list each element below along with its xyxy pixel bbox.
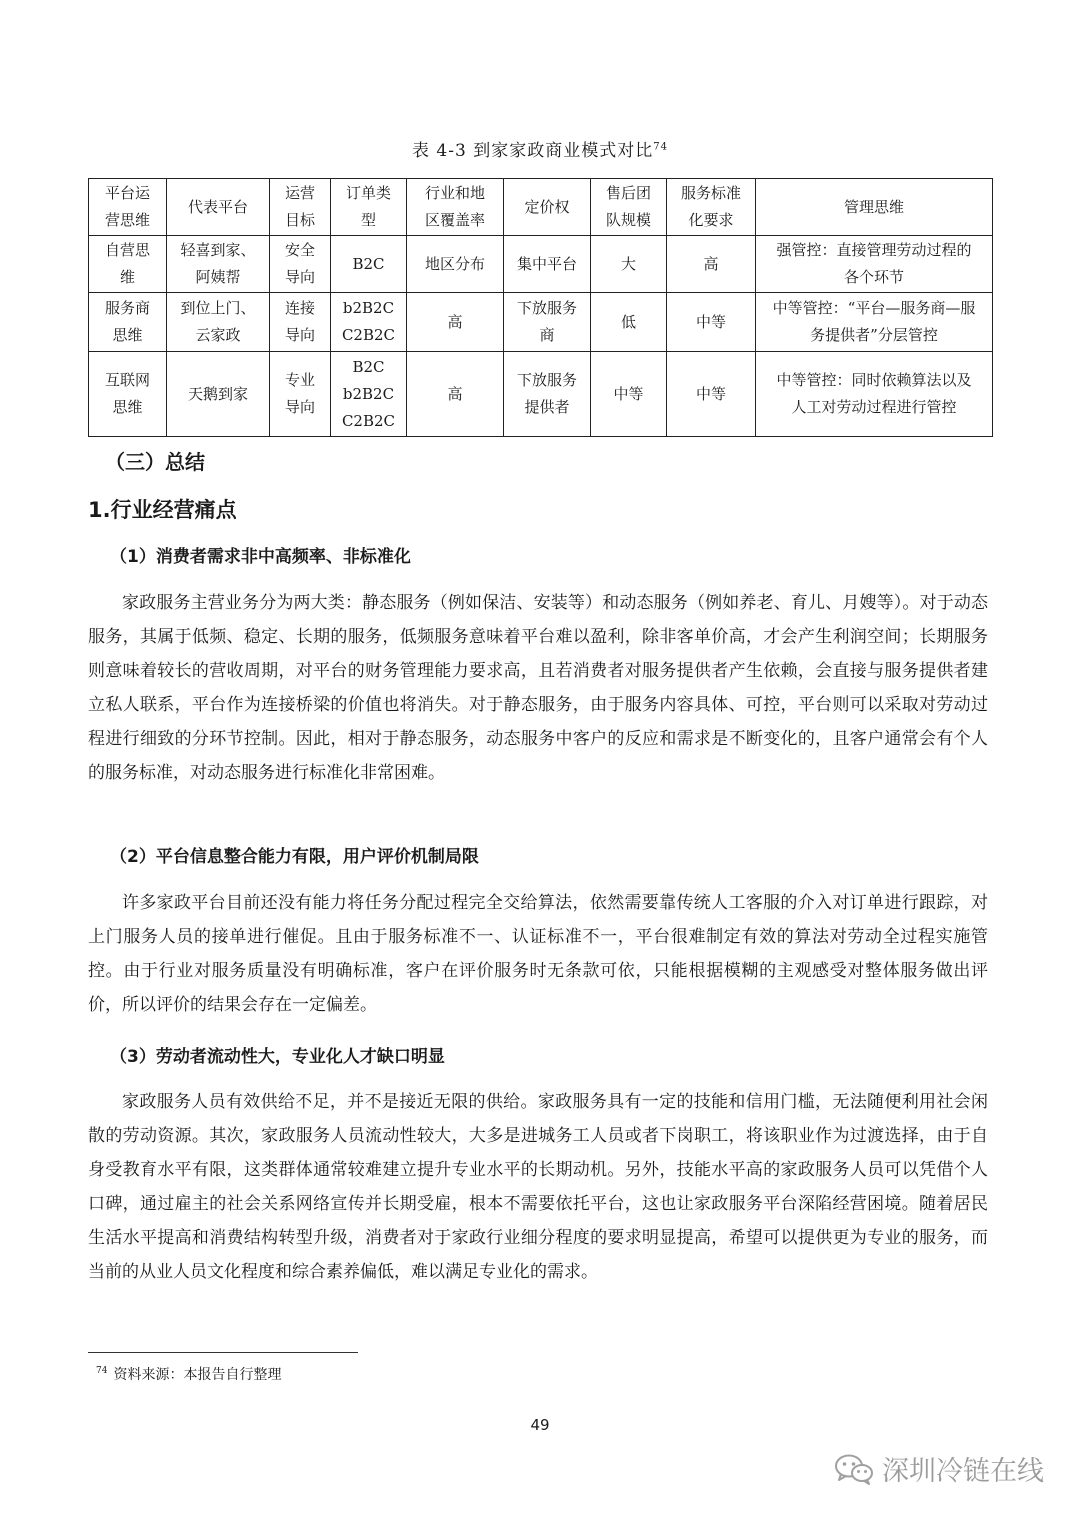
table-row [89, 352, 993, 437]
header-cell: 行业和地 区覆盖率 [407, 179, 504, 236]
main-heading: 1.行业经营痛点 [88, 498, 237, 522]
table-caption [0, 136, 1080, 161]
table-cell: B2C [331, 236, 407, 293]
subsection-heading-3: （3）劳动者流动性大，专业化人才缺口明显 [110, 1047, 445, 1067]
table-cell: 自营思 维 [89, 236, 167, 293]
watermark [834, 1449, 1044, 1488]
table-cell: 大 [591, 236, 667, 293]
watermark-text: 深圳冷链在线 [882, 1456, 1044, 1487]
table-cell: 高 [667, 236, 756, 293]
paragraph-2: 许多家政平台目前还没有能力将任务分配过程完全交给算法，依然需要靠传统人工客服的介入对订单进行跟踪，对上门服务人员的接单进行催促。且由于服务标准不一、认证标准不一，平台很难制定有效的算法对劳动全过程实施管控。由于行业对服务质量没有明确标准，客户在评价服务时无条款可依，只能根据模糊的主观感受对整体服务做出评价，所以评价的结果会存在一定偏差。 [88, 893, 988, 1015]
footnote [96, 1364, 281, 1384]
header-cell: 运营 目标 [270, 179, 331, 236]
table-cell: 中等 [667, 352, 756, 437]
paragraph-1: 家政服务主营业务分为两大类：静态服务（例如保洁、安装等）和动态服务（例如养老、育儿、月嫂等）。对于动态服务，其属于低频、稳定、长期的服务，低频服务意味着平台难以盈利，除非客单价高，才会产生利润空间；长期服务则意味着较长的营收周期，对平台的财务管理能力要求高，且若消费者对服务提供者产生依赖，会直接与服务提供者建立私人联系，平台作为连接桥梁的价值也将消失。对于静态服务，由于服务内容具体、可控，平台则可以采取对劳动过程进行细致的分环节控制。因此，相对于静态服务，动态服务中客户的反应和需求是不断变化的，且客户通常会有个人的服务标准，对动态服务进行标准化非常困难。 [88, 593, 988, 783]
header-cell: 订单类 型 [331, 179, 407, 236]
header-cell: 定价权 [504, 179, 591, 236]
table-cell: 安全 导向 [270, 236, 331, 293]
table-cell: 互联网 思维 [89, 352, 167, 437]
table-cell: 高 [407, 293, 504, 352]
table-cell: 下放服务 商 [504, 293, 591, 352]
table-cell: 集中平台 [504, 236, 591, 293]
table-cell: 下放服务 提供者 [504, 352, 591, 437]
caption-footnote-ref: 74 [653, 141, 668, 153]
table-cell: b2B2C C2B2C [331, 293, 407, 352]
wechat-icon [834, 1453, 874, 1485]
table-cell: 轻喜到家、 阿姨帮 [167, 236, 270, 293]
table-cell: 服务商 思维 [89, 293, 167, 352]
table-row [89, 236, 993, 293]
subsection-heading-1: （1）消费者需求非中高频率、非标准化 [110, 547, 411, 567]
table-cell: B2C b2B2C C2B2C [331, 352, 407, 437]
header-cell: 代表平台 [167, 179, 270, 236]
table-cell: 中等管控：同时依赖算法以及 人工对劳动过程进行管控 [756, 352, 993, 437]
header-cell: 管理思维 [756, 179, 993, 236]
table-cell: 中等 [591, 352, 667, 437]
table-cell: 连接 导向 [270, 293, 331, 352]
table-cell: 到位上门、 云家政 [167, 293, 270, 352]
header-cell: 售后团 队规模 [591, 179, 667, 236]
table-cell: 专业 导向 [270, 352, 331, 437]
header-cell: 服务标准 化要求 [667, 179, 756, 236]
business-model-table [88, 178, 993, 437]
table-cell: 中等 [667, 293, 756, 352]
table-cell: 地区分布 [407, 236, 504, 293]
table-row [89, 293, 993, 352]
footnote-divider [88, 1352, 358, 1353]
table-cell: 强管控：直接管理劳动过程的 各个环节 [756, 236, 993, 293]
table-cell: 天鹅到家 [167, 352, 270, 437]
subsection-heading-2: （2）平台信息整合能力有限，用户评价机制局限 [110, 847, 479, 867]
table-header-row [89, 179, 993, 236]
table-cell: 中等管控：“平台—服务商—服 务提供者”分层管控 [756, 293, 993, 352]
footnote-text: 资料来源：本报告自行整理 [113, 1367, 282, 1383]
section-title: （三）总结 [105, 450, 205, 474]
header-cell: 平台运 营思维 [89, 179, 167, 236]
table-cell: 低 [591, 293, 667, 352]
table-cell: 高 [407, 352, 504, 437]
table-caption-text: 表 4-3 到家家政商业模式对比 [412, 141, 654, 161]
paragraph-3: 家政服务人员有效供给不足，并不是接近无限的供给。家政服务具有一定的技能和信用门槛，无法随便利用社会闲散的劳动资源。其次，家政服务人员流动性较大，大多是进城务工人员或者下岗职工，将该职业作为过渡选择，由于自身受教育水平有限，这类群体通常较难建立提升专业水平的长期动机。另外，技能水平高的家政服务人员可以凭借个人口碑，通过雇主的社会关系网络宣传并长期受雇，根本不需要依托平台，这也让家政服务平台深陷经营困境。随着居民生活水平提高和消费结构转型升级，消费者对于家政行业细分程度的要求明显提高，希望可以提供更为专业的服务，而当前的从业人员文化程度和综合素养偏低，难以满足专业化的需求。 [88, 1092, 988, 1282]
footnote-ref: 74 [96, 1366, 108, 1377]
page-number: 49 [530, 1416, 550, 1434]
